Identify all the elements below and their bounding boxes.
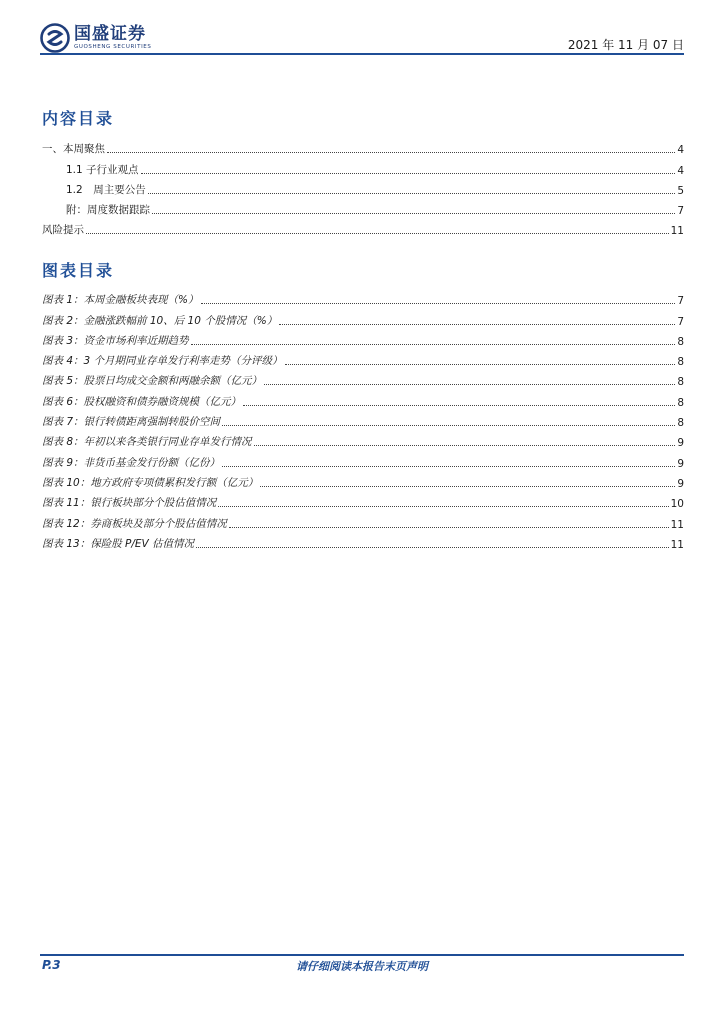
figures-list bbox=[42, 287, 684, 551]
toc-entry[interactable] bbox=[42, 470, 684, 490]
dot-leader bbox=[229, 527, 669, 528]
toc-entry-label: 图表 12：券商板块及部分个股估值情况 bbox=[42, 517, 227, 530]
toc-entry-page: 8 bbox=[677, 335, 684, 348]
toc-entry-page: 8 bbox=[677, 356, 684, 369]
toc-entry-page: 9 bbox=[677, 457, 684, 470]
toc-entry[interactable] bbox=[42, 217, 684, 237]
toc-entry[interactable] bbox=[42, 429, 684, 449]
toc-entry[interactable] bbox=[42, 449, 684, 469]
toc-entry-label: 图表 5：股票日均成交金额和两融余额（亿元） bbox=[42, 375, 263, 388]
toc-entry[interactable] bbox=[42, 307, 684, 327]
dot-leader bbox=[191, 344, 676, 345]
toc-entry[interactable] bbox=[42, 409, 684, 429]
dot-leader bbox=[264, 384, 675, 385]
dot-leader bbox=[279, 324, 675, 325]
toc-entry-label: 图表 2：金融涨跌幅前 10、后 10 个股情况（%） bbox=[42, 314, 278, 327]
toc-entry-label: 风险提示 bbox=[42, 224, 84, 237]
toc-entry-page: 7 bbox=[677, 295, 684, 308]
brand-name-en: GUOSHENG SECURITIES bbox=[74, 44, 152, 50]
toc-entry[interactable] bbox=[42, 510, 684, 530]
toc-entry[interactable] bbox=[42, 368, 684, 388]
toc-entry-page: 11 bbox=[670, 225, 684, 238]
dot-leader bbox=[196, 547, 669, 548]
toc-entry[interactable] bbox=[42, 197, 684, 217]
contents-list bbox=[42, 136, 684, 237]
toc-entry[interactable] bbox=[42, 531, 684, 551]
toc-entry-label: 图表 4：3 个月期同业存单发行利率走势（分评级） bbox=[42, 355, 283, 368]
toc-entry-page: 9 bbox=[677, 477, 684, 490]
toc-entry-page: 10 bbox=[670, 498, 684, 511]
toc-entry-label: 图表 9：非货币基金发行份额（亿份） bbox=[42, 456, 221, 469]
toc-entry-page: 7 bbox=[677, 205, 684, 218]
dot-leader bbox=[218, 506, 668, 507]
toc-entry-label: 1.1 子行业观点 bbox=[66, 163, 139, 176]
disclaimer-text: 请仔细阅读本报告末页声明 bbox=[296, 960, 428, 973]
dot-leader bbox=[285, 364, 676, 365]
toc-entry[interactable] bbox=[42, 136, 684, 156]
header-rule bbox=[40, 53, 684, 55]
toc-entry-label: 一、本周聚焦 bbox=[42, 143, 105, 156]
toc-entry-label: 图表 3：资金市场利率近期趋势 bbox=[42, 334, 189, 347]
footer-rule bbox=[40, 954, 684, 956]
report-date: 2021 年 11 月 07 日 bbox=[567, 38, 684, 52]
dot-leader bbox=[107, 152, 675, 153]
toc-entry-label: 图表 6：股权融资和债券融资规模（亿元） bbox=[42, 395, 242, 408]
toc-entry[interactable] bbox=[42, 328, 684, 348]
dot-leader bbox=[222, 425, 675, 426]
logo bbox=[40, 20, 151, 56]
toc-entry[interactable] bbox=[42, 156, 684, 176]
toc-entry[interactable] bbox=[42, 388, 684, 408]
dot-leader bbox=[254, 445, 676, 446]
toc-entry-page: 11 bbox=[670, 538, 684, 551]
toc-entry[interactable] bbox=[42, 177, 684, 197]
dot-leader bbox=[86, 233, 669, 234]
contents-title: 内容目录 bbox=[42, 109, 115, 128]
brand-name bbox=[74, 25, 151, 51]
toc-entry[interactable] bbox=[42, 490, 684, 510]
dot-leader bbox=[260, 486, 675, 487]
dot-leader bbox=[152, 213, 675, 214]
toc-entry-page: 8 bbox=[677, 396, 684, 409]
toc-entry-page: 9 bbox=[677, 437, 684, 450]
figures-title: 图表目录 bbox=[42, 261, 115, 280]
toc-entry[interactable] bbox=[42, 287, 684, 307]
toc-entry-label: 图表 8：年初以来各类银行同业存单发行情况 bbox=[42, 436, 252, 449]
toc-entry-label: 附：周度数据跟踪 bbox=[66, 204, 150, 217]
dot-leader bbox=[141, 173, 676, 174]
toc-entry-page: 8 bbox=[677, 417, 684, 430]
toc-entry-label: 图表 10：地方政府专项债累积发行额（亿元） bbox=[42, 476, 259, 489]
toc-entry-page: 4 bbox=[677, 164, 684, 177]
toc-entry-label: 图表 1：本周金融板块表现（%） bbox=[42, 294, 199, 307]
brand-name-cn: 国盛证券 bbox=[74, 24, 146, 44]
toc-entry-label: 图表 13：保险股 P/EV 估值情况 bbox=[42, 537, 195, 550]
dot-leader bbox=[201, 303, 676, 304]
toc-entry[interactable] bbox=[42, 348, 684, 368]
toc-entry-page: 5 bbox=[677, 184, 684, 197]
toc-entry-label: 图表 7：银行转债距离强制转股价空间 bbox=[42, 416, 221, 429]
toc-entry-label: 1.2 周主要公告 bbox=[66, 183, 146, 196]
toc-entry-page: 4 bbox=[677, 144, 684, 157]
page-number: P.3 bbox=[42, 958, 61, 972]
toc-entry-page: 11 bbox=[670, 518, 684, 531]
page-header bbox=[40, 20, 684, 56]
toc-entry-page: 8 bbox=[677, 376, 684, 389]
toc-entry-label: 图表 11：银行板块部分个股估值情况 bbox=[42, 497, 217, 510]
toc-entry-page: 7 bbox=[677, 315, 684, 328]
dot-leader bbox=[222, 466, 675, 467]
dot-leader bbox=[243, 405, 675, 406]
dot-leader bbox=[148, 193, 676, 194]
guosheng-logo-icon bbox=[40, 23, 70, 53]
